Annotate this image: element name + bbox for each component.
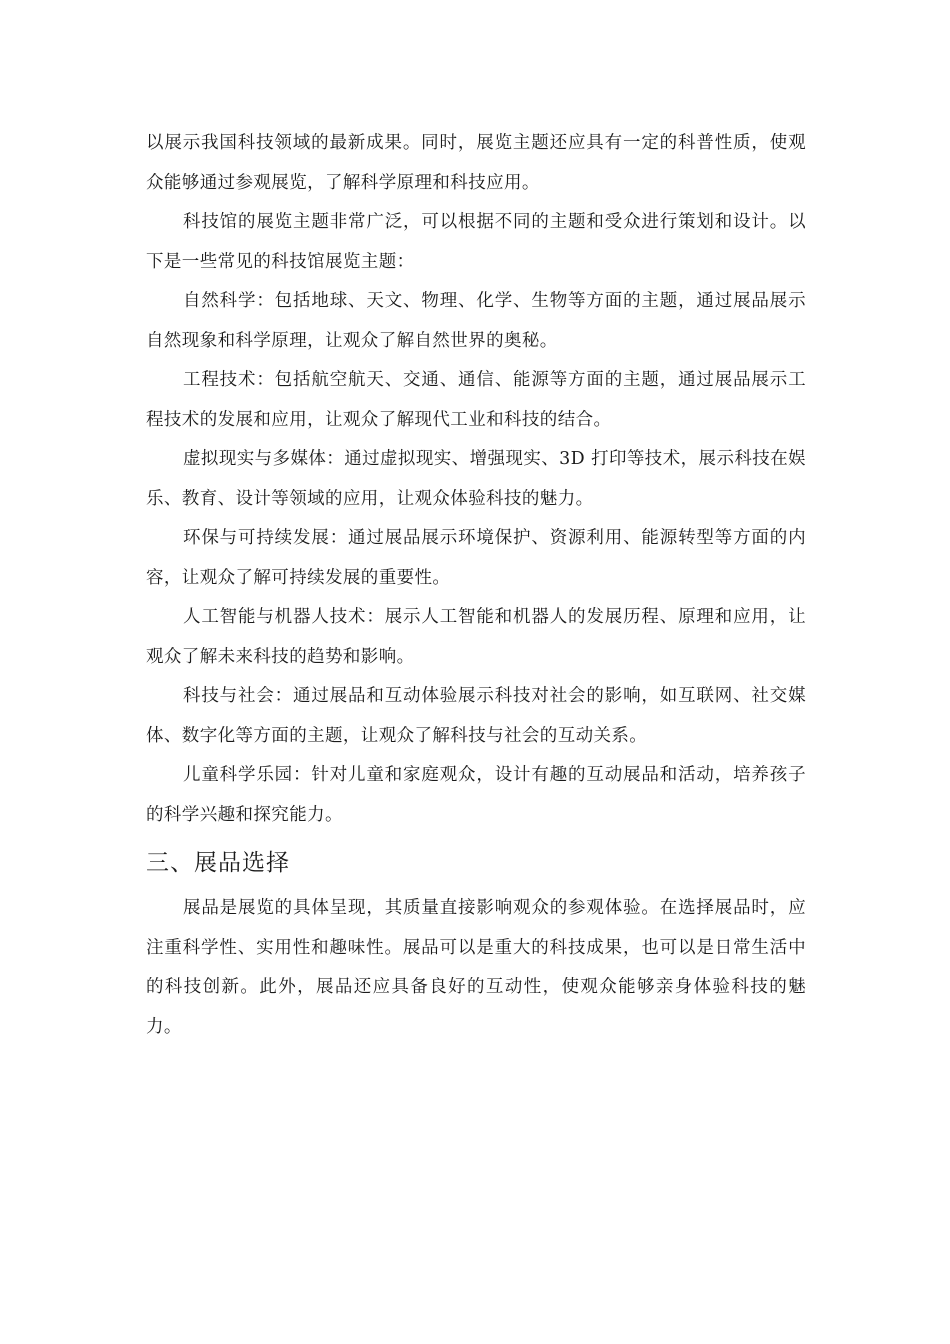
- paragraph-virtual-reality: 虚拟现实与多媒体：通过虚拟现实、增强现实、3D 打印等技术，展示科技在娱乐、教育、设计等领域的应用，让观众体验科技的魅力。: [146, 449, 806, 509]
- paragraph-exhibit-selection: 展品是展览的具体呈现，其质量直接影响观众的参观体验。在选择展品时，应注重科学性、实用性和趣味性。展品可以是重大的科技成果，也可以是日常生活中的科技创新。此外，展品还应具备良好的互动性，使观众能够亲身体验科技的魅力。: [146, 898, 806, 1037]
- section-heading: 三、展品选择: [146, 850, 290, 876]
- paragraph-tech-society: 科技与社会：通过展品和互动体验展示科技对社会的影响，如互联网、社交媒体、数字化等方面的主题，让观众了解科技与社会的互动关系。: [146, 686, 806, 746]
- paragraph-themes-intro: 科技馆的展览主题非常广泛，可以根据不同的主题和受众进行策划和设计。以下是一些常见的科技馆展览主题：: [146, 212, 806, 272]
- paragraph-children-park: 儿童科学乐园：针对儿童和家庭观众，设计有趣的互动展品和活动，培养孩子的科学兴趣和探究能力。: [146, 765, 806, 825]
- paragraph-natural-science: 自然科学：包括地球、天文、物理、化学、生物等方面的主题，通过展品展示自然现象和科学原理，让观众了解自然世界的奥秘。: [146, 291, 806, 351]
- document-body: [146, 124, 806, 1047]
- paragraph-environment: 环保与可持续发展：通过展品展示环境保护、资源利用、能源转型等方面的内容，让观众了解可持续发展的重要性。: [146, 528, 806, 588]
- paragraph-engineering: 工程技术：包括航空航天、交通、通信、能源等方面的主题，通过展品展示工程技术的发展和应用，让观众了解现代工业和科技的结合。: [146, 370, 806, 430]
- paragraph-ai-robotics: 人工智能与机器人技术：展示人工智能和机器人的发展历程、原理和应用，让观众了解未来科技的趋势和影响。: [146, 607, 806, 667]
- paragraph-continuation: 以展示我国科技领域的最新成果。同时，展览主题还应具有一定的科普性质，使观众能够通过参观展览，了解科学原理和科技应用。: [146, 133, 806, 193]
